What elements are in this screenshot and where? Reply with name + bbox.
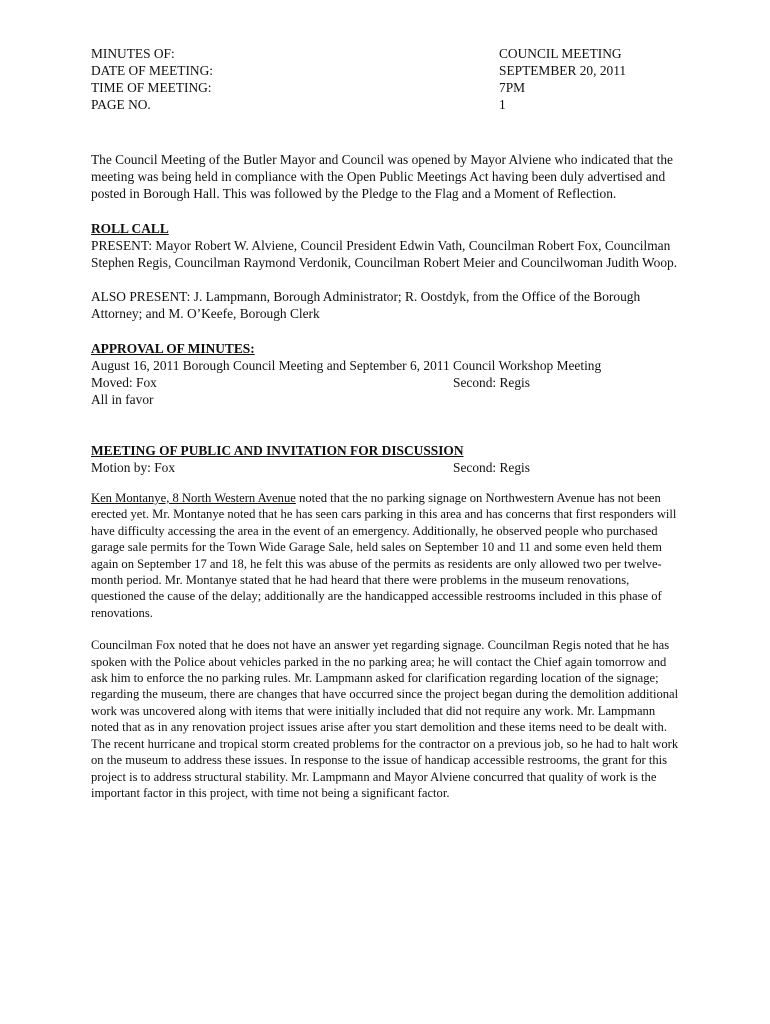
public-title: MEETING OF PUBLIC AND INVITATION FOR DISCUSSION bbox=[91, 443, 464, 458]
also-present-paragraph: ALSO PRESENT: J. Lampmann, Borough Administrator; R. Oostdyk, from the Office of the Borough Attorney; and M. O’Keefe, Borough Clerk bbox=[91, 289, 641, 321]
document-header bbox=[91, 45, 683, 113]
minutes-page bbox=[91, 45, 683, 801]
header-value: 1 bbox=[499, 97, 506, 112]
public-section bbox=[91, 442, 683, 801]
present-paragraph: PRESENT: Mayor Robert W. Alviene, Council President Edwin Vath, Councilman Robert Fox, Councilman Stephen Regis, Councilman Raymond Verdonik, Councilman Robert Meier and Councilwoman Judith Woop. bbox=[91, 238, 678, 270]
header-label: TIME OF MEETING: bbox=[91, 80, 212, 95]
moved-text: Moved: Fox bbox=[91, 375, 157, 390]
response-paragraph: Councilman Fox noted that he does not have an answer yet regarding signage. Councilman Regis noted that he has spoken with the Police about vehicles parked in the no parking area; he will contact the Chief again tomorrow and ask him to enforce the no parking rules. Mr. Lampmann asked for clarification regarding location of the signage; regarding the museum, there are changes that have occurred since the project began during the demolition additional work was uncovered along with items that were initially included that did not require any work. Mr. Lampmann noted that as in any renovation project issues arise after you start demolition and these items need to be dealt with. The recent hurricane and tropical storm created problems for the contractor on a previous job, so he had to halt work on the museum to address these issues. In response to the issue of handicap accessible restrooms, the grant for this project is to address structural stability. Mr. Lampmann and Mayor Alviene concurred that quality of work is the important factor in this project, with time not being a significant factor. bbox=[91, 638, 679, 800]
header-value: 7PM bbox=[499, 80, 526, 95]
header-value: COUNCIL MEETING bbox=[499, 46, 622, 61]
intro-paragraph: The Council Meeting of the Butler Mayor and Council was opened by Mayor Alviene who indicated that the meeting was being held in compliance with the Open Public Meetings Act having been duly advertised and posted in Borough Hall. This was followed by the Pledge to the Flag and a Moment of Reflection. bbox=[91, 152, 673, 201]
speaker-comment: noted that the no parking signage on Northwestern Avenue has not been erected yet. Mr. Montanye noted that he has seen cars parking in this area and has concerns that first responders will have difficulty accessing the area in the event of an emergency. Additionally, he observed people who purchased garage sale permits for the Town Wide Garage Sale, held sales on September 10 and 11 and some even held them again on September 17 and 18, he felt this was abuse of the permits as residents are only allowed two per twelve-month period. Mr. Montanye stated that he had heard that there were problems in the museum renovations, questioned the cause of the delay; additionally are the handicapped accessible restrooms included in this phase of renovations. bbox=[91, 491, 677, 620]
motion-row bbox=[91, 374, 683, 391]
header-label: PAGE NO. bbox=[91, 97, 151, 112]
motion-text: Motion by: Fox bbox=[91, 460, 176, 475]
approval-section bbox=[91, 340, 683, 408]
speaker-name: Ken Montanye, 8 North Western Avenue bbox=[91, 491, 296, 505]
header-row bbox=[91, 96, 683, 113]
approval-result: All in favor bbox=[91, 392, 154, 407]
motion-row bbox=[91, 459, 683, 476]
header-label: DATE OF MEETING: bbox=[91, 63, 213, 78]
second-text: Second: Regis bbox=[453, 375, 530, 390]
roll-call-section bbox=[91, 220, 683, 322]
approval-text: August 16, 2011 Borough Council Meeting and September 6, 2011 Council Workshop Meeting bbox=[91, 358, 602, 373]
header-label: MINUTES OF: bbox=[91, 46, 175, 61]
second-text: Second: Regis bbox=[453, 460, 530, 475]
header-row bbox=[91, 79, 683, 96]
header-row bbox=[91, 45, 683, 62]
header-row bbox=[91, 62, 683, 79]
approval-title: APPROVAL OF MINUTES: bbox=[91, 341, 255, 356]
roll-call-title: ROLL CALL bbox=[91, 221, 169, 236]
speaker-paragraph bbox=[91, 490, 683, 621]
header-value: SEPTEMBER 20, 2011 bbox=[499, 63, 627, 78]
